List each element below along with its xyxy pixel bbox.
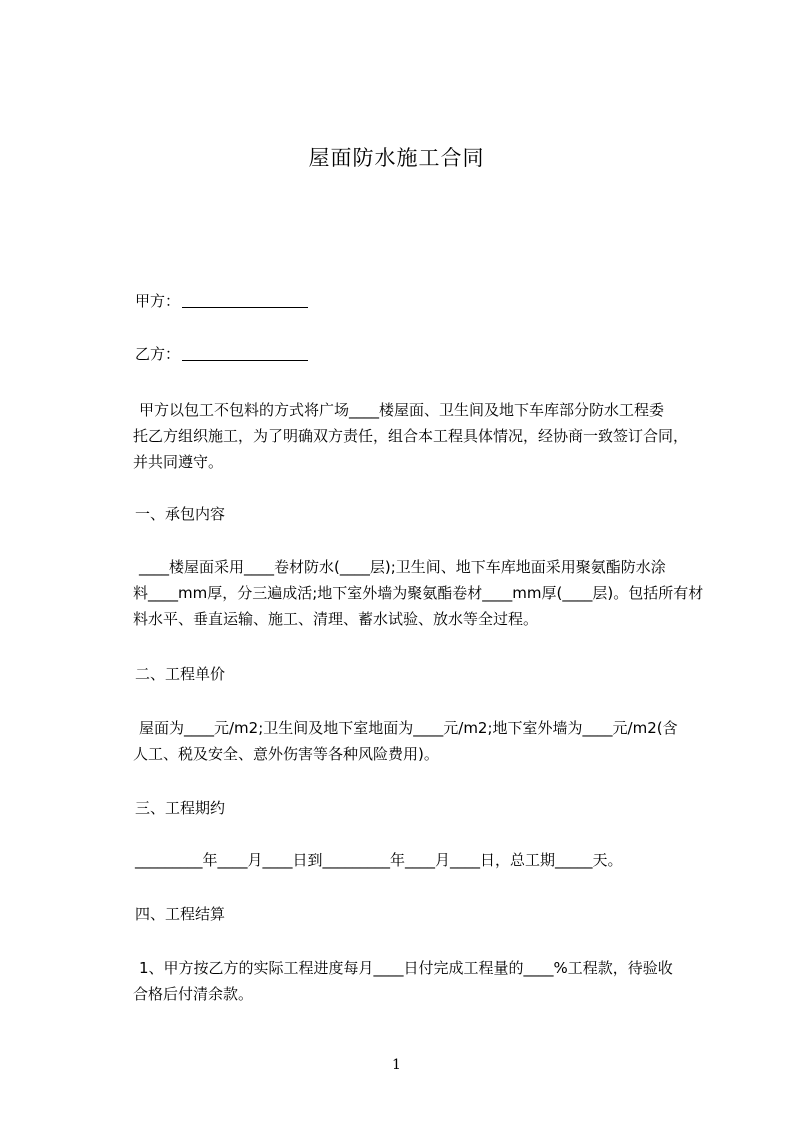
section-2-heading: 二、工程单价 <box>135 665 226 683</box>
party-b-blank <box>182 346 308 361</box>
section-3-paragraph <box>135 847 660 873</box>
intro-line-2: 托乙方组织施工，为了明确双方责任，组合本工程具体情况，经协商一致签订合同， <box>133 427 689 445</box>
section-1-line-3: 料水平、垂直运输、施工、清理、蓄水试验、放水等全过程。 <box>133 610 539 628</box>
section-1-line-1: ____楼屋面采用____卷材防水(____层);卫生间、地下车库地面采用聚氨酯防水涂 <box>139 558 666 576</box>
section-4-line-1: 1、甲方按乙方的实际工程进度每月____日付完成工程量的____%工程款，待验收 <box>139 959 673 977</box>
party-a-label: 甲方： <box>135 292 181 310</box>
section-1-paragraph <box>133 554 704 632</box>
page-number: 1 <box>392 1057 401 1073</box>
intro-line-3: 并共同遵守。 <box>133 453 224 471</box>
party-b-line <box>135 344 308 364</box>
section-3-heading: 三、工程期约 <box>135 799 226 817</box>
section-4-heading: 四、工程结算 <box>135 905 226 923</box>
section-4-line-2: 合格后付清余款。 <box>133 985 254 1003</box>
intro-paragraph <box>133 397 689 475</box>
section-2-paragraph <box>133 715 678 767</box>
party-b-label: 乙方： <box>135 345 181 363</box>
section-1-line-2: 料____mm厚，分三遍成活;地下室外墙为聚氨酯卷材____mm厚(____层)。包括所有材 <box>133 584 704 602</box>
section-1-heading: 一、承包内容 <box>135 505 226 523</box>
party-a-blank <box>182 293 308 308</box>
intro-line-1: 甲方以包工不包料的方式将广场____楼屋面、卫生间及地下车库部分防水工程委 <box>139 401 665 419</box>
section-4-paragraph <box>133 955 673 1007</box>
section-3-line-1: _________年____月____日到_________年____月____日，总工期_____天。 <box>135 851 623 869</box>
party-a-line <box>135 291 308 311</box>
document-title: 屋面防水施工合同 <box>308 146 485 170</box>
section-2-line-2: 人工、税及安全、意外伤害等各种风险费用)。 <box>133 745 439 763</box>
section-2-line-1: 屋面为____元/m2;卫生间及地下室地面为____元/m2;地下室外墙为____元/m2(含 <box>139 719 678 737</box>
